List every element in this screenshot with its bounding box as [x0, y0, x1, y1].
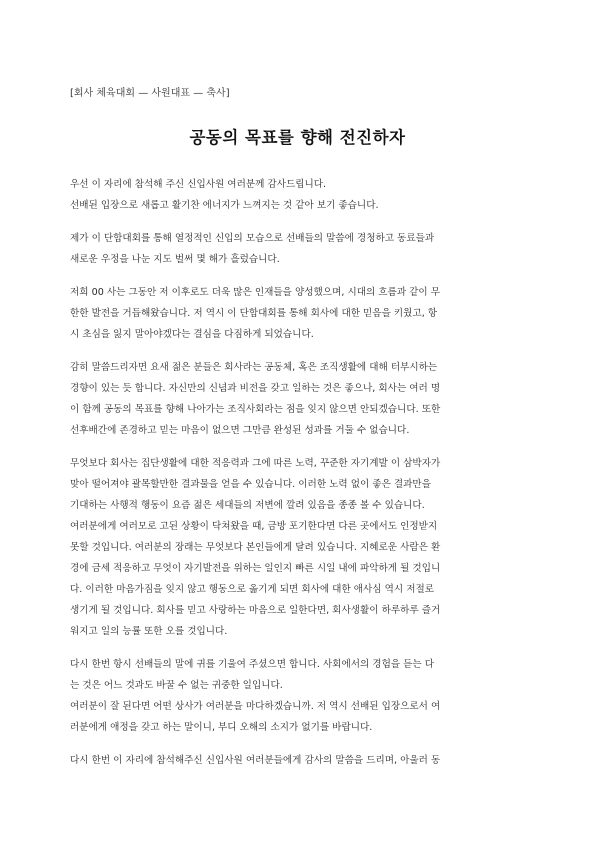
text-line: 감히 말씀드리자면 요새 젊은 분들은 회사라는 공동체, 혹은 조직생활에 대해 터부시하는: [70, 362, 438, 373]
text-line: 저희 00 사는 그동안 저 이후로도 더욱 많은 인재들을 양성했으며, 시대의 흐름과 같이 무: [70, 287, 440, 298]
paragraph-6: [70, 654, 527, 738]
text-line: 시 초심을 잃지 말아야겠다는 결심을 다짐하게 되었습니다.: [70, 329, 314, 340]
text-line: 여러분이 잘 된다면 어떤 상사가 여러분을 마다하겠습니까. 저 역시 선배된 입장으로서 여: [70, 701, 441, 712]
text-line: 못할 것입니다. 여러분의 장래는 무엇보다 본인들에게 달려 있습니다. 지혜로운 사람은 환: [70, 542, 441, 553]
text-line: 경에 금세 적응하고 무엇이 자기발전을 위하는 일인지 빠른 시일 내에 파악하게 될 것입니: [70, 563, 441, 574]
paragraph-7: [70, 750, 527, 771]
text-line: 새로운 우정을 나눈 지도 벌써 몇 해가 흘렀습니다.: [70, 254, 280, 265]
text-line: 러분에게 애정을 갖고 하는 말이니, 부디 오해의 소지가 없기를 바랍니다.: [70, 722, 373, 733]
text-line: 우선 이 자리에 참석해 주신 신입사원 여러분께 감사드립니다.: [70, 179, 327, 190]
text-line: 제가 이 단합대회를 통해 열정적인 신입의 모습으로 선배들의 말씀에 경청하고 동료들과: [70, 233, 435, 244]
text-line: 다시 한번 항시 선배들의 말에 귀를 기울여 주셨으면 합니다. 사회에서의 경험을 듣는 다: [70, 659, 435, 670]
text-line: 워지고 일의 능률 또한 오를 것입니다.: [70, 626, 228, 637]
text-line: 다시 한번 이 자리에 참석해주신 신입사원 여러분들에게 감사의 말씀을 드리며, 아울러 동: [70, 755, 441, 766]
text-line: 선후배간에 존경하고 믿는 마음이 없으면 그만큼 완성된 성과를 거둘 수 없습니다.: [70, 425, 410, 436]
paragraph-4: [70, 357, 527, 441]
text-line: 기대하는 사행적 행동이 요즘 젊은 세대들의 저변에 깔려 있음을 종종 볼 수 있습니다.: [70, 500, 425, 511]
paragraph-3: [70, 282, 527, 345]
text-line: 경향이 있는 듯 합니다. 자신만의 신념과 비전을 갖고 일하는 것은 좋으나, 회사는 여러 명: [70, 383, 441, 394]
paragraph-2: [70, 228, 527, 270]
text-line: 다. 이러한 마음가짐을 잊지 않고 행동으로 옮기게 되면 회사에 대한 애사심 역시 저절로: [70, 584, 435, 595]
document-title: 공동의 목표를 향해 전진하자: [189, 128, 406, 147]
text-line: 이 함께 공동의 목표를 향해 나아가는 조직사회라는 점을 잊지 않으면 안되겠습니다. 또한: [70, 404, 441, 415]
text-line: 무엇보다 회사는 집단생활에 대한 적응력과 그에 따른 노력, 꾸준한 자기계발 이 삼박자가: [70, 458, 441, 469]
document-category-tag: [회사 체육대회 — 사원대표 — 축사]: [70, 88, 230, 99]
paragraph-1: [70, 174, 527, 216]
text-line: 생기게 될 것입니다. 회사를 믿고 사랑하는 마음으로 일한다면, 회사생활이 하루하루 즐거: [70, 605, 441, 616]
speech-body: [70, 174, 527, 771]
text-line: 여러분에게 여러모로 고된 상황이 닥쳐왔을 때, 금방 포기한다면 다른 곳에서도 인정받지: [70, 521, 438, 532]
text-line: 선배된 입장으로 새롭고 활기찬 에너지가 느껴지는 것 같아 보기 좋습니다.: [70, 200, 379, 211]
text-line: 한한 발전을 거듭해왔습니다. 저 역시 이 단합대회를 통해 회사에 대한 믿음을 키웠고, 항: [70, 308, 438, 319]
paragraph-5: [70, 453, 527, 642]
text-line: 맞아 떨어져야 괄목할만한 결과물을 얻을 수 있습니다. 이러한 노력 없이 좋은 결과만을: [70, 479, 431, 490]
text-line: 는 것은 어느 것과도 바꿀 수 없는 귀중한 일입니다.: [70, 680, 283, 691]
